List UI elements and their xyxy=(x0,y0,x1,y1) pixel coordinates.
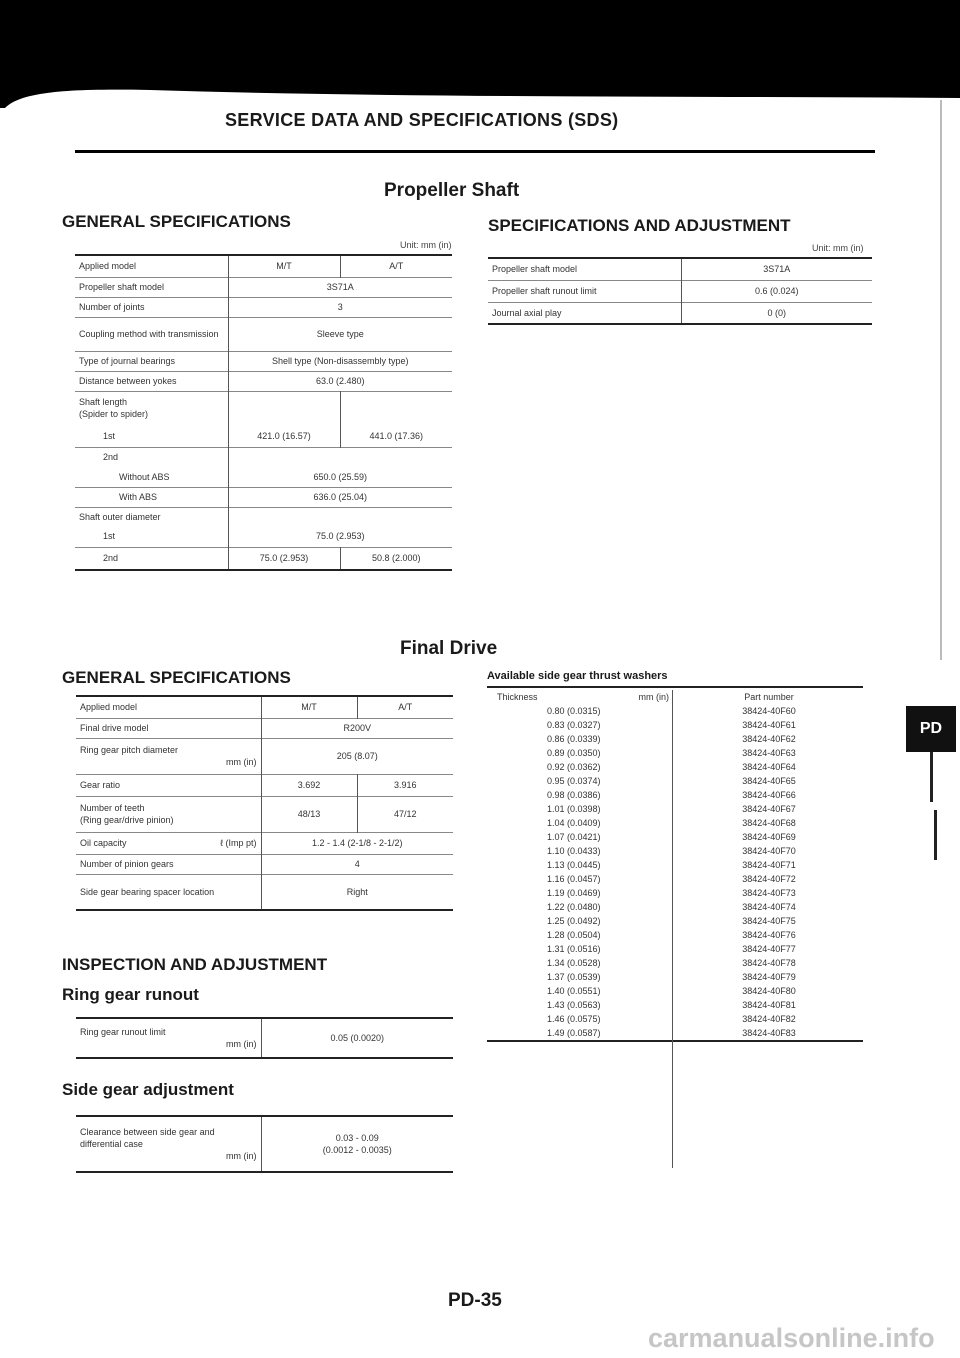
washer-thickness: 0.86 (0.0339) xyxy=(547,734,601,744)
washer-part-number: 38424-40F69 xyxy=(742,832,796,842)
mt-header: M/T xyxy=(228,255,340,277)
table-row xyxy=(75,487,452,507)
final-drive-title: Final Drive xyxy=(400,638,498,659)
washer-thickness: 1.10 (0.0433) xyxy=(547,846,601,856)
row-label xyxy=(75,391,228,425)
washer-part-number: 38424-40F80 xyxy=(742,986,796,996)
washer-thickness: 0.89 (0.0350) xyxy=(547,748,601,758)
washer-part-number: 38424-40F76 xyxy=(742,930,796,940)
row-value: 75.0 (2.953) xyxy=(228,526,452,548)
washer-thickness: 1.25 (0.0492) xyxy=(547,916,601,926)
washer-thickness: 1.31 (0.0516) xyxy=(547,944,601,954)
list-item xyxy=(487,802,863,816)
row-value: R200V xyxy=(261,718,453,738)
list-item xyxy=(487,774,863,788)
propeller-shaft-title: Propeller Shaft xyxy=(384,180,520,201)
header-swoosh xyxy=(0,38,960,108)
washer-thickness: 1.22 (0.0480) xyxy=(547,902,601,912)
table-row xyxy=(75,467,452,487)
washer-thickness: 1.49 (0.0587) xyxy=(547,1028,601,1038)
table-row xyxy=(75,277,452,297)
washer-thickness: 1.13 (0.0445) xyxy=(547,860,601,870)
row-label xyxy=(76,1018,261,1058)
row-value: 63.0 (2.480) xyxy=(228,371,452,391)
fd-general-table xyxy=(76,695,453,911)
list-item xyxy=(487,928,863,942)
side-gear-value-mm: 0.03 - 0.09 xyxy=(335,1132,379,1143)
header-rule xyxy=(75,150,875,153)
table-row xyxy=(75,425,452,447)
row-value: 650.0 (25.59) xyxy=(228,467,452,487)
washer-thickness: 1.01 (0.0398) xyxy=(547,804,601,814)
list-item xyxy=(487,858,863,872)
washer-thickness: 0.92 (0.0362) xyxy=(547,762,601,772)
row-label: Journal axial play xyxy=(492,307,562,318)
row-value: Shell type (Non-disassembly type) xyxy=(228,351,452,371)
row-label: Number of pinion gears xyxy=(80,858,174,869)
side-gear-value-in: (0.0012 - 0.0035) xyxy=(322,1145,392,1155)
washer-part-number: 38424-40F75 xyxy=(742,916,796,926)
washer-part-number: 38424-40F78 xyxy=(742,958,796,968)
washer-part-number: 38424-40F66 xyxy=(742,790,796,800)
edge-mark xyxy=(930,752,933,802)
washer-part-number: 38424-40F70 xyxy=(742,846,796,856)
row-label: Side gear bearing spacer location xyxy=(80,886,215,897)
table-row xyxy=(75,317,452,351)
table-row xyxy=(76,874,453,910)
list-item xyxy=(487,984,863,998)
list-item xyxy=(487,704,863,718)
row-label: Gear ratio xyxy=(80,779,121,790)
washer-part-number: 38424-40F60 xyxy=(742,706,796,716)
table-row xyxy=(76,796,453,832)
table-row xyxy=(75,371,452,391)
row-value: 4 xyxy=(261,854,453,874)
pitch-label: Ring gear pitch diameter xyxy=(80,744,179,755)
row-label: Coupling method with transmission xyxy=(79,328,219,339)
row-value: Right xyxy=(261,874,453,910)
table-row xyxy=(76,696,453,718)
row-label: Type of journal bearings xyxy=(79,355,176,366)
row-label: Without ABS xyxy=(119,471,170,482)
mt-value: 48/13 xyxy=(261,796,357,832)
row-value: 636.0 (25.04) xyxy=(228,487,452,507)
washer-part-number: 38424-40F67 xyxy=(742,804,796,814)
washer-part-number: 38424-40F81 xyxy=(742,1000,796,1010)
list-item xyxy=(487,942,863,956)
list-item xyxy=(487,760,863,774)
edge-shadow xyxy=(940,100,942,660)
washer-thickness: 0.80 (0.0315) xyxy=(547,706,601,716)
mt-value: 421.0 (16.57) xyxy=(228,425,340,447)
list-item xyxy=(487,1026,863,1040)
washer-part-number: 38424-40F63 xyxy=(742,748,796,758)
teeth-label: Number of teeth xyxy=(80,802,145,813)
washer-thickness: 0.98 (0.0386) xyxy=(547,790,601,800)
list-item xyxy=(487,914,863,928)
side-gear-unit: mm (in) xyxy=(226,1151,257,1162)
list-item xyxy=(487,732,863,746)
row-value: 205 (8.07) xyxy=(261,738,453,774)
list-item xyxy=(487,998,863,1012)
edge-mark xyxy=(934,810,937,860)
washer-thickness: 1.19 (0.0469) xyxy=(547,888,601,898)
table-row xyxy=(76,832,453,854)
mt-header: M/T xyxy=(261,696,357,718)
table-row xyxy=(488,302,872,324)
washer-part-number: 38424-40F62 xyxy=(742,734,796,744)
side-gear-table xyxy=(76,1115,453,1173)
at-header: A/T xyxy=(340,255,452,277)
table-row xyxy=(75,548,452,570)
list-item xyxy=(487,970,863,984)
teeth-sublabel: (Ring gear/drive pinion) xyxy=(80,815,174,825)
table-row xyxy=(76,854,453,874)
pitch-unit: mm (in) xyxy=(226,757,257,767)
oil-label: Oil capacity xyxy=(80,837,127,848)
row-label: 2nd xyxy=(103,452,119,463)
row-label: Propeller shaft model xyxy=(79,281,165,292)
row-value: 3 xyxy=(228,297,452,317)
row-label xyxy=(76,796,261,832)
table-row xyxy=(76,1116,453,1172)
list-item xyxy=(487,886,863,900)
row-value: 3S71A xyxy=(681,258,872,280)
table-row xyxy=(76,718,453,738)
washers-title: Available side gear thrust washers xyxy=(487,670,668,682)
list-item xyxy=(487,900,863,914)
watermark: carmanualsonline.info xyxy=(648,1323,935,1353)
at-value: 47/12 xyxy=(357,796,453,832)
row-label: Applied model xyxy=(80,702,138,713)
oil-unit: ℓ (Imp pt) xyxy=(220,837,257,848)
ps-general-title: GENERAL SPECIFICATIONS xyxy=(62,212,291,231)
ps-adjustment-title: SPECIFICATIONS AND ADJUSTMENT xyxy=(488,216,791,235)
table-row xyxy=(488,258,872,280)
row-label: Distance between yokes xyxy=(79,375,177,386)
list-item xyxy=(487,844,863,858)
inspection-title: INSPECTION AND ADJUSTMENT xyxy=(62,955,328,974)
ring-runout-value: 0.05 (0.0020) xyxy=(261,1018,453,1058)
row-label: Propeller shaft model xyxy=(492,264,578,275)
washer-thickness: 1.07 (0.0421) xyxy=(547,832,601,842)
row-label xyxy=(76,738,261,774)
mt-value: 3.692 xyxy=(261,774,357,796)
column-divider xyxy=(672,690,673,1168)
washer-part-number: 38424-40F77 xyxy=(742,944,796,954)
row-label xyxy=(76,832,261,854)
row-value: 0.6 (0.024) xyxy=(681,280,872,302)
row-label: 1st xyxy=(103,531,116,542)
washer-thickness: 1.43 (0.0563) xyxy=(547,1000,601,1010)
washer-part-number: 38424-40F68 xyxy=(742,818,796,828)
washer-thickness: 1.37 (0.0539) xyxy=(547,972,601,982)
table-row xyxy=(75,526,452,548)
row-label: With ABS xyxy=(119,491,158,502)
at-header: A/T xyxy=(357,696,453,718)
washers-header xyxy=(487,688,863,704)
ring-gear-title: Ring gear runout xyxy=(62,985,199,1004)
row-label: Shaft outer diameter xyxy=(79,511,161,522)
side-gear-title: Side gear adjustment xyxy=(62,1080,234,1099)
table-row xyxy=(75,391,452,425)
washer-part-number: 38424-40F61 xyxy=(742,720,796,730)
washer-thickness: 1.28 (0.0504) xyxy=(547,930,601,940)
fd-general-title: GENERAL SPECIFICATIONS xyxy=(62,668,291,687)
washer-part-number: 38424-40F72 xyxy=(742,874,796,884)
table-row xyxy=(75,255,452,277)
ps-general-unit: Unit: mm (in) xyxy=(400,240,452,250)
ps-general-table xyxy=(75,254,452,571)
washer-part-number: 38424-40F83 xyxy=(742,1028,796,1038)
row-label: Final drive model xyxy=(80,722,149,733)
table-row xyxy=(75,507,452,526)
page-number: PD-35 xyxy=(448,1290,502,1311)
washer-part-number: 38424-40F71 xyxy=(742,860,796,870)
row-label: Propeller shaft runout limit xyxy=(492,285,597,296)
row-label: Applied model xyxy=(79,261,137,272)
shaft-length-sublabel: (Spider to spider) xyxy=(79,409,149,420)
washer-part-number: 38424-40F64 xyxy=(742,762,796,772)
washer-part-number: 38424-40F74 xyxy=(742,902,796,912)
section-tab: PD xyxy=(906,706,956,752)
at-value: 441.0 (17.36) xyxy=(340,425,452,447)
row-value: 1.2 - 1.4 (2-1/8 - 2-1/2) xyxy=(261,832,453,854)
ring-gear-table xyxy=(76,1017,453,1059)
thickness-unit: mm (in) xyxy=(638,692,669,702)
row-label: 2nd xyxy=(103,553,119,564)
side-gear-label: Clearance between side gear and differential case xyxy=(80,1126,215,1149)
table-row xyxy=(75,351,452,371)
washer-thickness: 1.16 (0.0457) xyxy=(547,874,601,884)
row-value: Sleeve type xyxy=(228,317,452,351)
washer-rows xyxy=(487,704,863,1040)
washer-part-number: 38424-40F73 xyxy=(742,888,796,898)
washer-thickness: 1.40 (0.0551) xyxy=(547,986,601,996)
table-row xyxy=(488,280,872,302)
header-band xyxy=(0,0,960,40)
list-item xyxy=(487,746,863,760)
washer-part-number: 38424-40F82 xyxy=(742,1014,796,1024)
table-row xyxy=(76,774,453,796)
list-item xyxy=(487,956,863,970)
list-item xyxy=(487,816,863,830)
washer-thickness: 1.34 (0.0528) xyxy=(547,958,601,968)
ring-runout-unit: mm (in) xyxy=(226,1039,257,1049)
washer-thickness: 0.83 (0.0327) xyxy=(547,720,601,730)
mt-value: 75.0 (2.953) xyxy=(228,548,340,570)
list-item xyxy=(487,830,863,844)
washer-thickness: 0.95 (0.0374) xyxy=(547,776,601,786)
list-item xyxy=(487,1012,863,1026)
list-item xyxy=(487,718,863,732)
washer-part-number: 38424-40F65 xyxy=(742,776,796,786)
ps-adjustment-unit: Unit: mm (in) xyxy=(812,243,864,253)
thickness-header: Thickness xyxy=(497,692,538,702)
row-value: 0 (0) xyxy=(681,302,872,324)
page-header: SERVICE DATA AND SPECIFICATIONS (SDS) xyxy=(225,110,619,130)
at-value: 3.916 xyxy=(357,774,453,796)
ring-runout-label: Ring gear runout limit xyxy=(80,1026,166,1037)
list-item xyxy=(487,872,863,886)
washer-part-number: 38424-40F79 xyxy=(742,972,796,982)
part-number-header: Part number xyxy=(744,692,794,702)
table-row xyxy=(76,738,453,774)
shaft-length-label: Shaft length xyxy=(79,397,128,408)
washers-table xyxy=(487,686,863,1042)
row-value: 3S71A xyxy=(228,277,452,297)
table-row xyxy=(76,1018,453,1058)
washer-thickness: 1.46 (0.0575) xyxy=(547,1014,601,1024)
row-label xyxy=(76,1116,261,1172)
row-label: Number of joints xyxy=(79,301,145,312)
at-value: 50.8 (2.000) xyxy=(340,548,452,570)
ps-adjustment-table xyxy=(488,257,872,325)
side-gear-value xyxy=(261,1116,453,1172)
table-row xyxy=(75,297,452,317)
table-row xyxy=(75,447,452,467)
row-label: 1st xyxy=(103,430,116,441)
washer-thickness: 1.04 (0.0409) xyxy=(547,818,601,828)
list-item xyxy=(487,788,863,802)
